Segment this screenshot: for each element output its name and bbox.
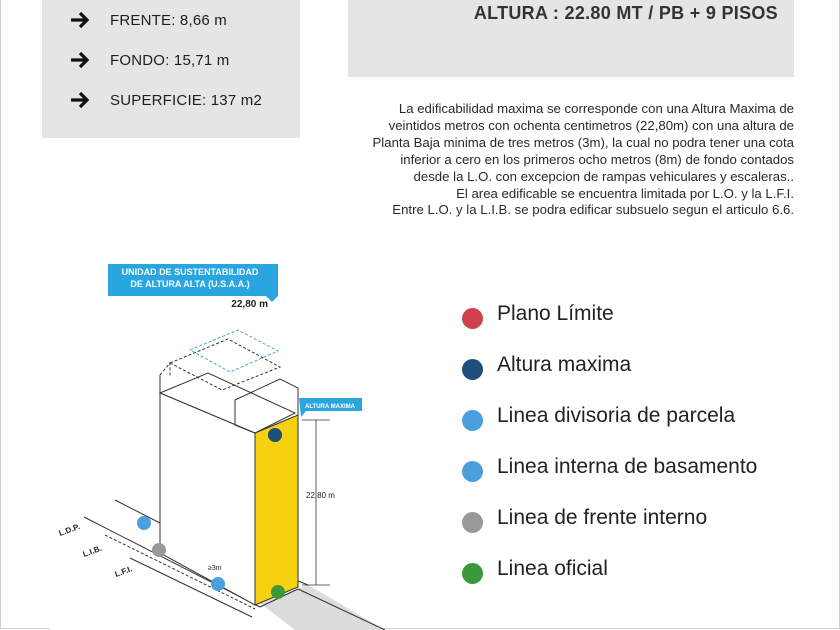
legend-dot [462, 512, 483, 533]
description-line: desde la L.O. con excepcion de rampas vehiculares y escaleras.. [413, 168, 794, 184]
legend-dot [462, 359, 483, 380]
lib-label: L.I.B. [81, 543, 104, 559]
legend-label: Linea divisoria de parcela [497, 404, 736, 427]
legend-item-linea-divisoria [462, 400, 802, 432]
altura-maxima-tag [299, 398, 362, 417]
altura-maxima-tag-label: ALTURA MAXIMA [305, 404, 355, 410]
usaa-line2: DE ALTURA ALTA (U.S.A.A.) [130, 279, 250, 289]
legend-dot [462, 461, 483, 482]
marker-linea-divisoria [137, 516, 151, 530]
legend-item-linea-interna-basamento [462, 451, 802, 483]
marker-linea-frente-interno [152, 543, 166, 557]
description-line: El area edificable se encuentra limitada por L.O. y la L.F.I. [456, 185, 794, 201]
marker-linea-oficial [271, 585, 285, 599]
ground-dim-label: ≥3m [208, 565, 222, 572]
legend-item-linea-oficial [462, 553, 802, 585]
building-volume [160, 330, 298, 605]
ldp-label: L.D.P. [57, 522, 82, 538]
height-dimension [302, 420, 335, 585]
frente-text: FRENTE: 8,66 m [110, 11, 227, 29]
description-paragraph [350, 101, 794, 219]
legend-dot [462, 410, 483, 431]
height-side-label: 22,80 m [306, 491, 335, 500]
legend-label: Plano Límite [497, 302, 614, 325]
lfi-label: L.F.I. [113, 564, 134, 579]
legend-label: Linea interna de basamento [497, 455, 758, 478]
legend-dot [462, 308, 483, 329]
description-line: veintidos metros con ochenta centimetros (22,80m) con una altura de [388, 117, 794, 133]
legend-dot [462, 563, 483, 584]
legend-item-plano-limite [462, 298, 802, 330]
superficie-row [70, 88, 262, 112]
fondo-row [70, 48, 230, 72]
arrow-right-icon [70, 91, 90, 109]
fondo-text: FONDO: 15,71 m [110, 51, 230, 69]
building-diagram [40, 255, 410, 630]
legend-label: Linea oficial [497, 557, 608, 580]
legend-label: Linea de frente interno [497, 506, 708, 529]
description-line: La edificabilidad maxima se corresponde con una Altura Maxima de [398, 101, 794, 116]
legend-item-linea-frente-interno [462, 502, 802, 534]
frente-row [70, 8, 227, 32]
height-title: ALTURA : 22.80 MT / PB + 9 PISOS [473, 3, 778, 23]
usaa-tag [108, 264, 278, 302]
description-line: Planta Baja minima de tres metros (3m), la cual no podra tener una cota [372, 134, 794, 150]
legend-label: Altura maxima [497, 353, 632, 376]
facade-yellow [255, 415, 298, 605]
arrow-right-icon [70, 51, 90, 69]
usaa-line1: UNIDAD DE SUSTENTABILIDAD [121, 267, 259, 277]
height-top-label: 22,80 m [231, 299, 268, 310]
legend-item-altura-maxima [462, 349, 802, 381]
description-line: inferior a cero en los primeros ocho metros (8m) de fondo contados [400, 151, 794, 167]
description-line: Entre L.O. y la L.I.B. se podra edificar subsuelo segun el articulo 6.6. [392, 202, 794, 218]
marker-altura-maxima [268, 428, 282, 442]
superficie-text: SUPERFICIE: 137 m2 [110, 91, 262, 109]
lot-info-panel [42, 0, 300, 138]
marker-linea-interna-basamento [211, 577, 225, 591]
arrow-right-icon [70, 11, 90, 29]
height-panel [348, 0, 794, 77]
